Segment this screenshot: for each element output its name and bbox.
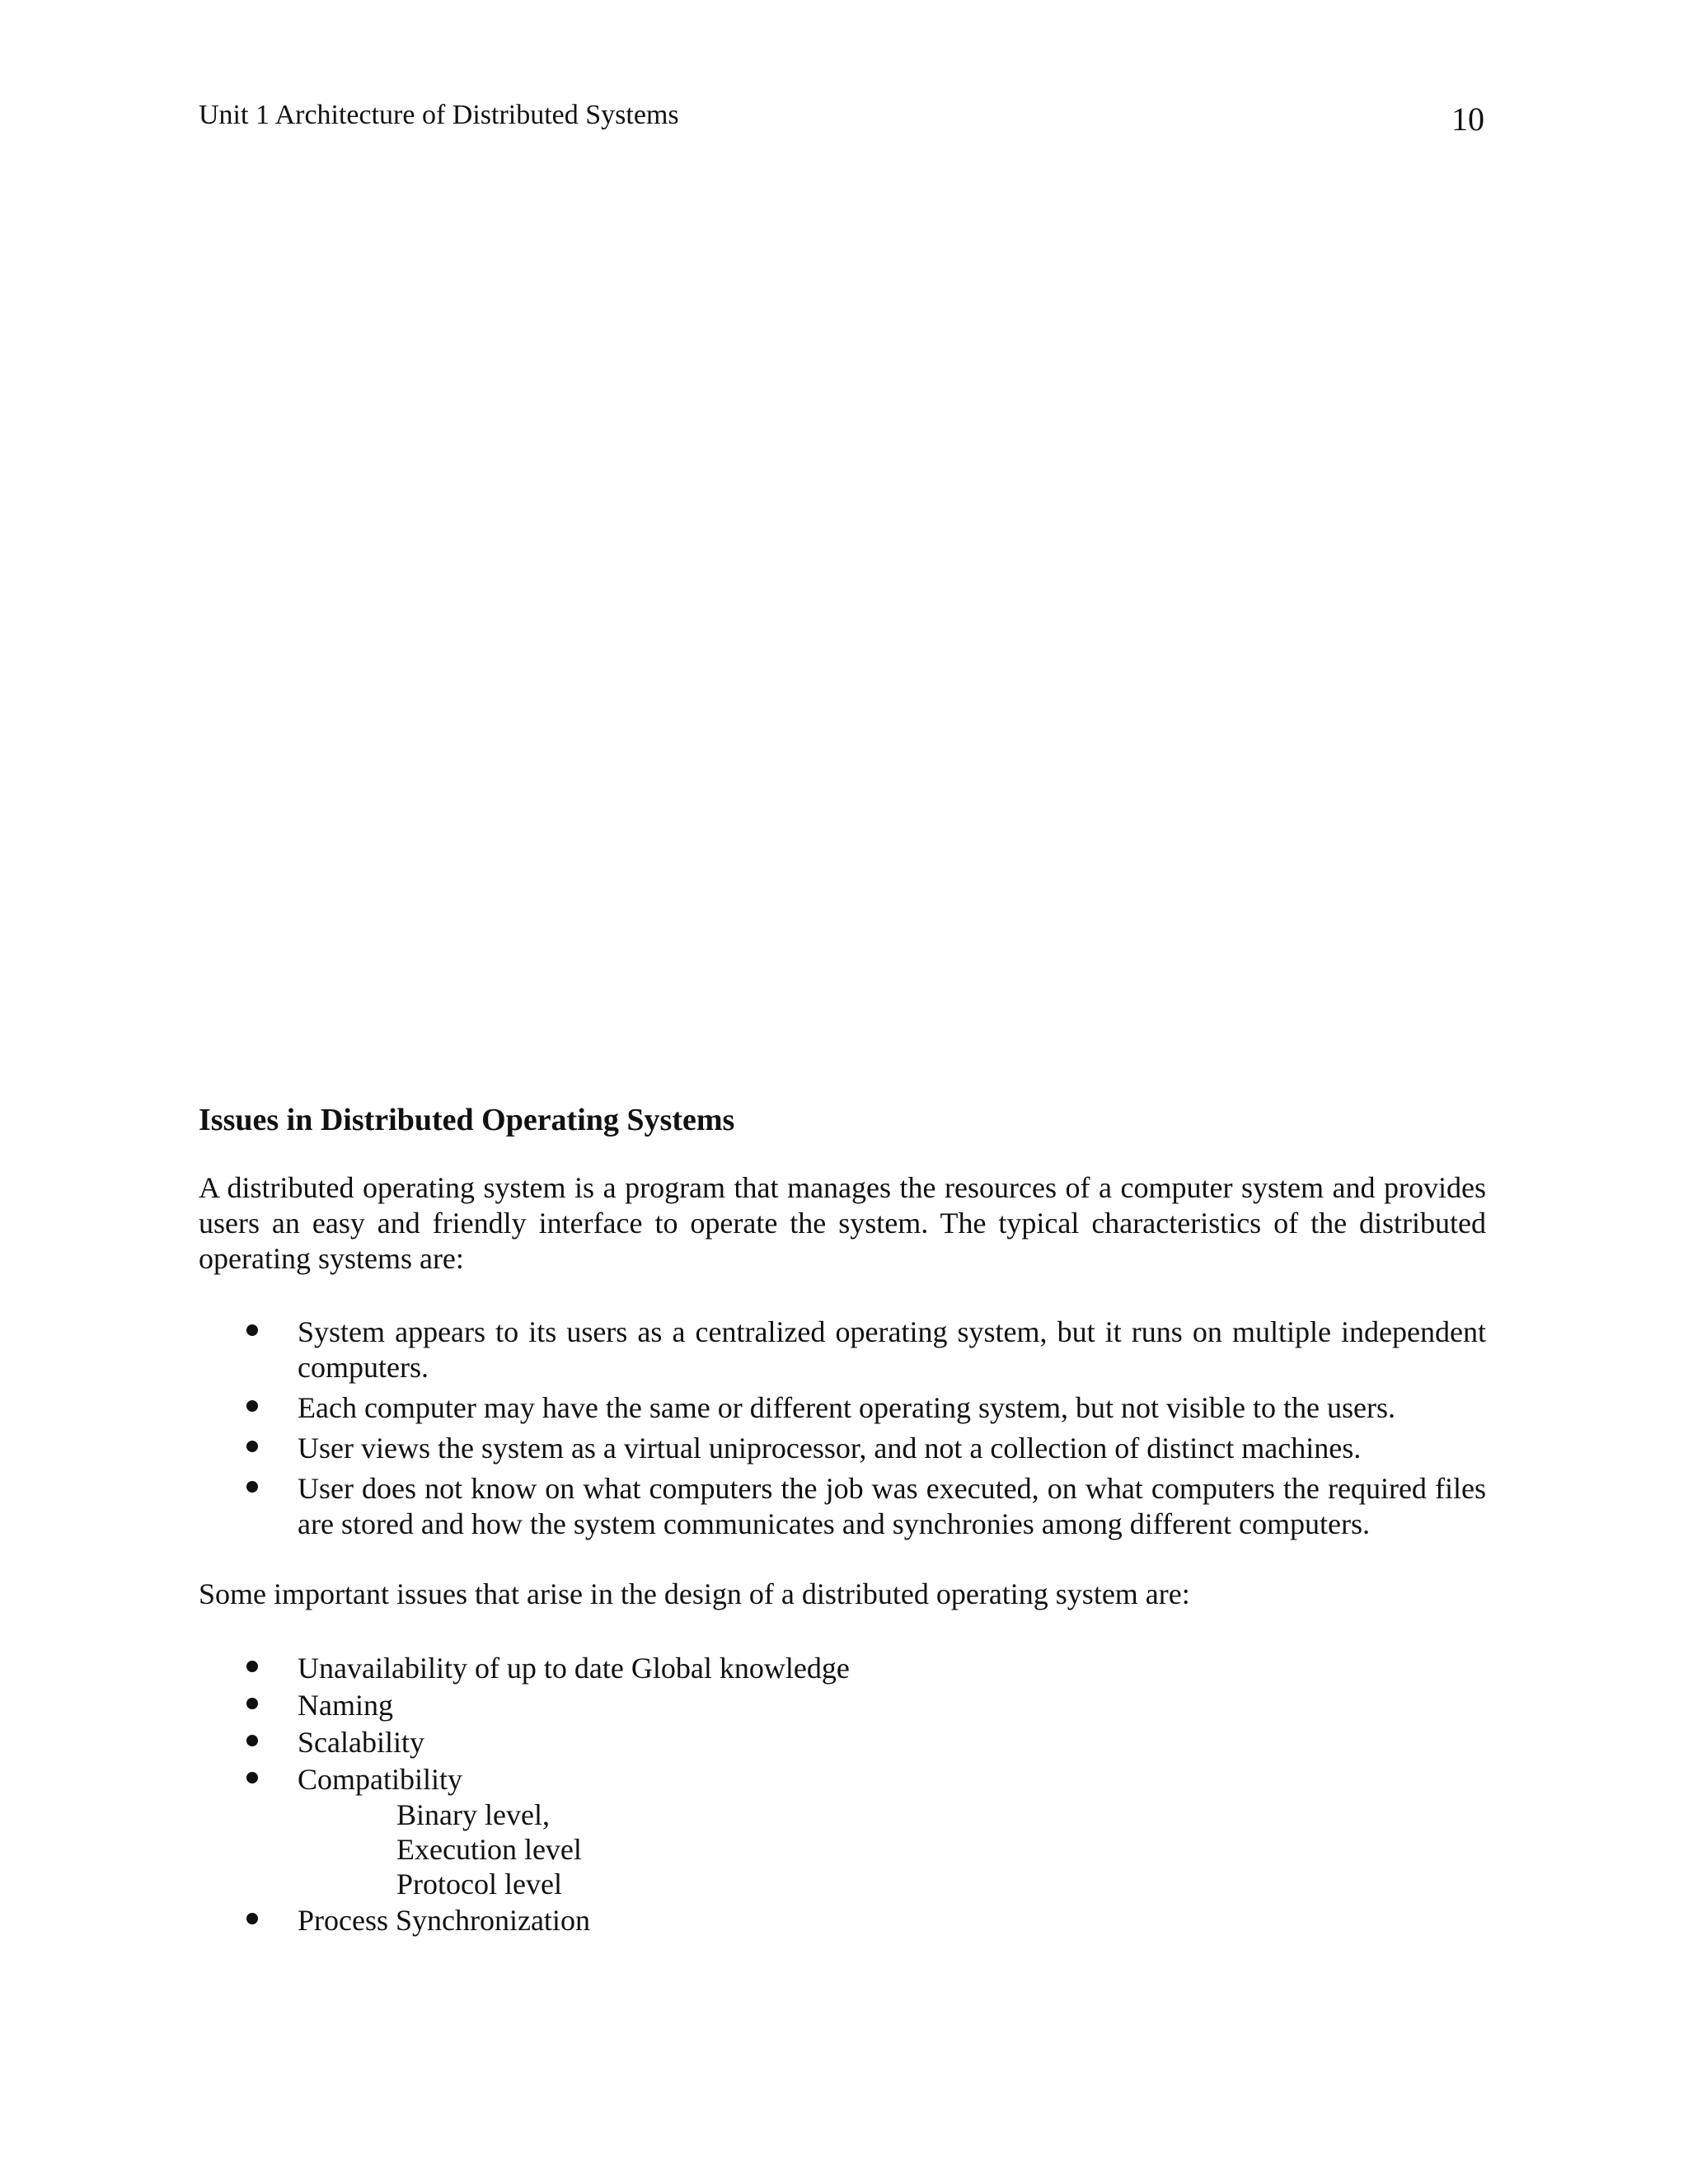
issues-intro: Some important issues that arise in the design of a distributed operating system are: — [199, 1577, 1190, 1610]
section-heading: Issues in Distributed Operating Systems — [199, 1103, 735, 1137]
list-item — [199, 1315, 1486, 1385]
list-item — [199, 1903, 1486, 1938]
bullet-dot-icon — [246, 1481, 258, 1493]
compatibility-sublist — [298, 1797, 1486, 1901]
characteristics-list — [199, 1315, 1486, 1547]
bullet-dot-icon — [246, 1400, 258, 1412]
list-item — [199, 1688, 1486, 1723]
list-item — [199, 1651, 1486, 1686]
sublist-item: Protocol level — [396, 1868, 562, 1900]
list-item — [199, 1725, 1486, 1760]
bullet-dot-icon — [246, 1913, 258, 1924]
list-item — [199, 1471, 1486, 1542]
list-item-text: Process Synchronization — [298, 1904, 590, 1937]
intro-paragraph: A distributed operating system is a program that manages the resources of a computer system and provides users an easy and friendly interface to operate the system. The typical characteristics of the distributed operating systems are: — [199, 1171, 1486, 1275]
list-item-text: Compatibility — [298, 1763, 463, 1796]
page-number: 10 — [1451, 101, 1484, 138]
issues-list — [199, 1651, 1486, 1940]
bullet-dot-icon — [246, 1661, 258, 1672]
list-item-text: Each computer may have the same or different operating system, but not visible to the users. — [298, 1391, 1395, 1424]
bullet-dot-icon — [246, 1698, 258, 1709]
bullet-dot-icon — [246, 1324, 258, 1336]
list-item — [199, 1762, 1486, 1901]
list-item — [199, 1390, 1486, 1426]
bullet-dot-icon — [246, 1735, 258, 1746]
sublist-item: Execution level — [396, 1833, 582, 1866]
list-item-text: Naming — [298, 1689, 393, 1722]
bullet-dot-icon — [246, 1441, 258, 1452]
list-item-text: Scalability — [298, 1726, 424, 1759]
list-item — [199, 1431, 1486, 1466]
list-item-text: User does not know on what computers the job was executed, on what computers the required files are stored and how the system communicates and synchronies among different computers. — [298, 1472, 1486, 1540]
list-item-text: User views the system as a virtual uniprocessor, and not a collection of distinct machines. — [298, 1432, 1362, 1465]
bullet-dot-icon — [246, 1772, 258, 1783]
sublist-item: Binary level, — [396, 1798, 550, 1831]
page-header-title: Unit 1 Architecture of Distributed Systems — [199, 100, 679, 130]
list-item-text: System appears to its users as a centralized operating system, but it runs on multiple independent computers. — [298, 1315, 1486, 1384]
list-item-text: Unavailability of up to date Global knowledge — [298, 1652, 850, 1685]
